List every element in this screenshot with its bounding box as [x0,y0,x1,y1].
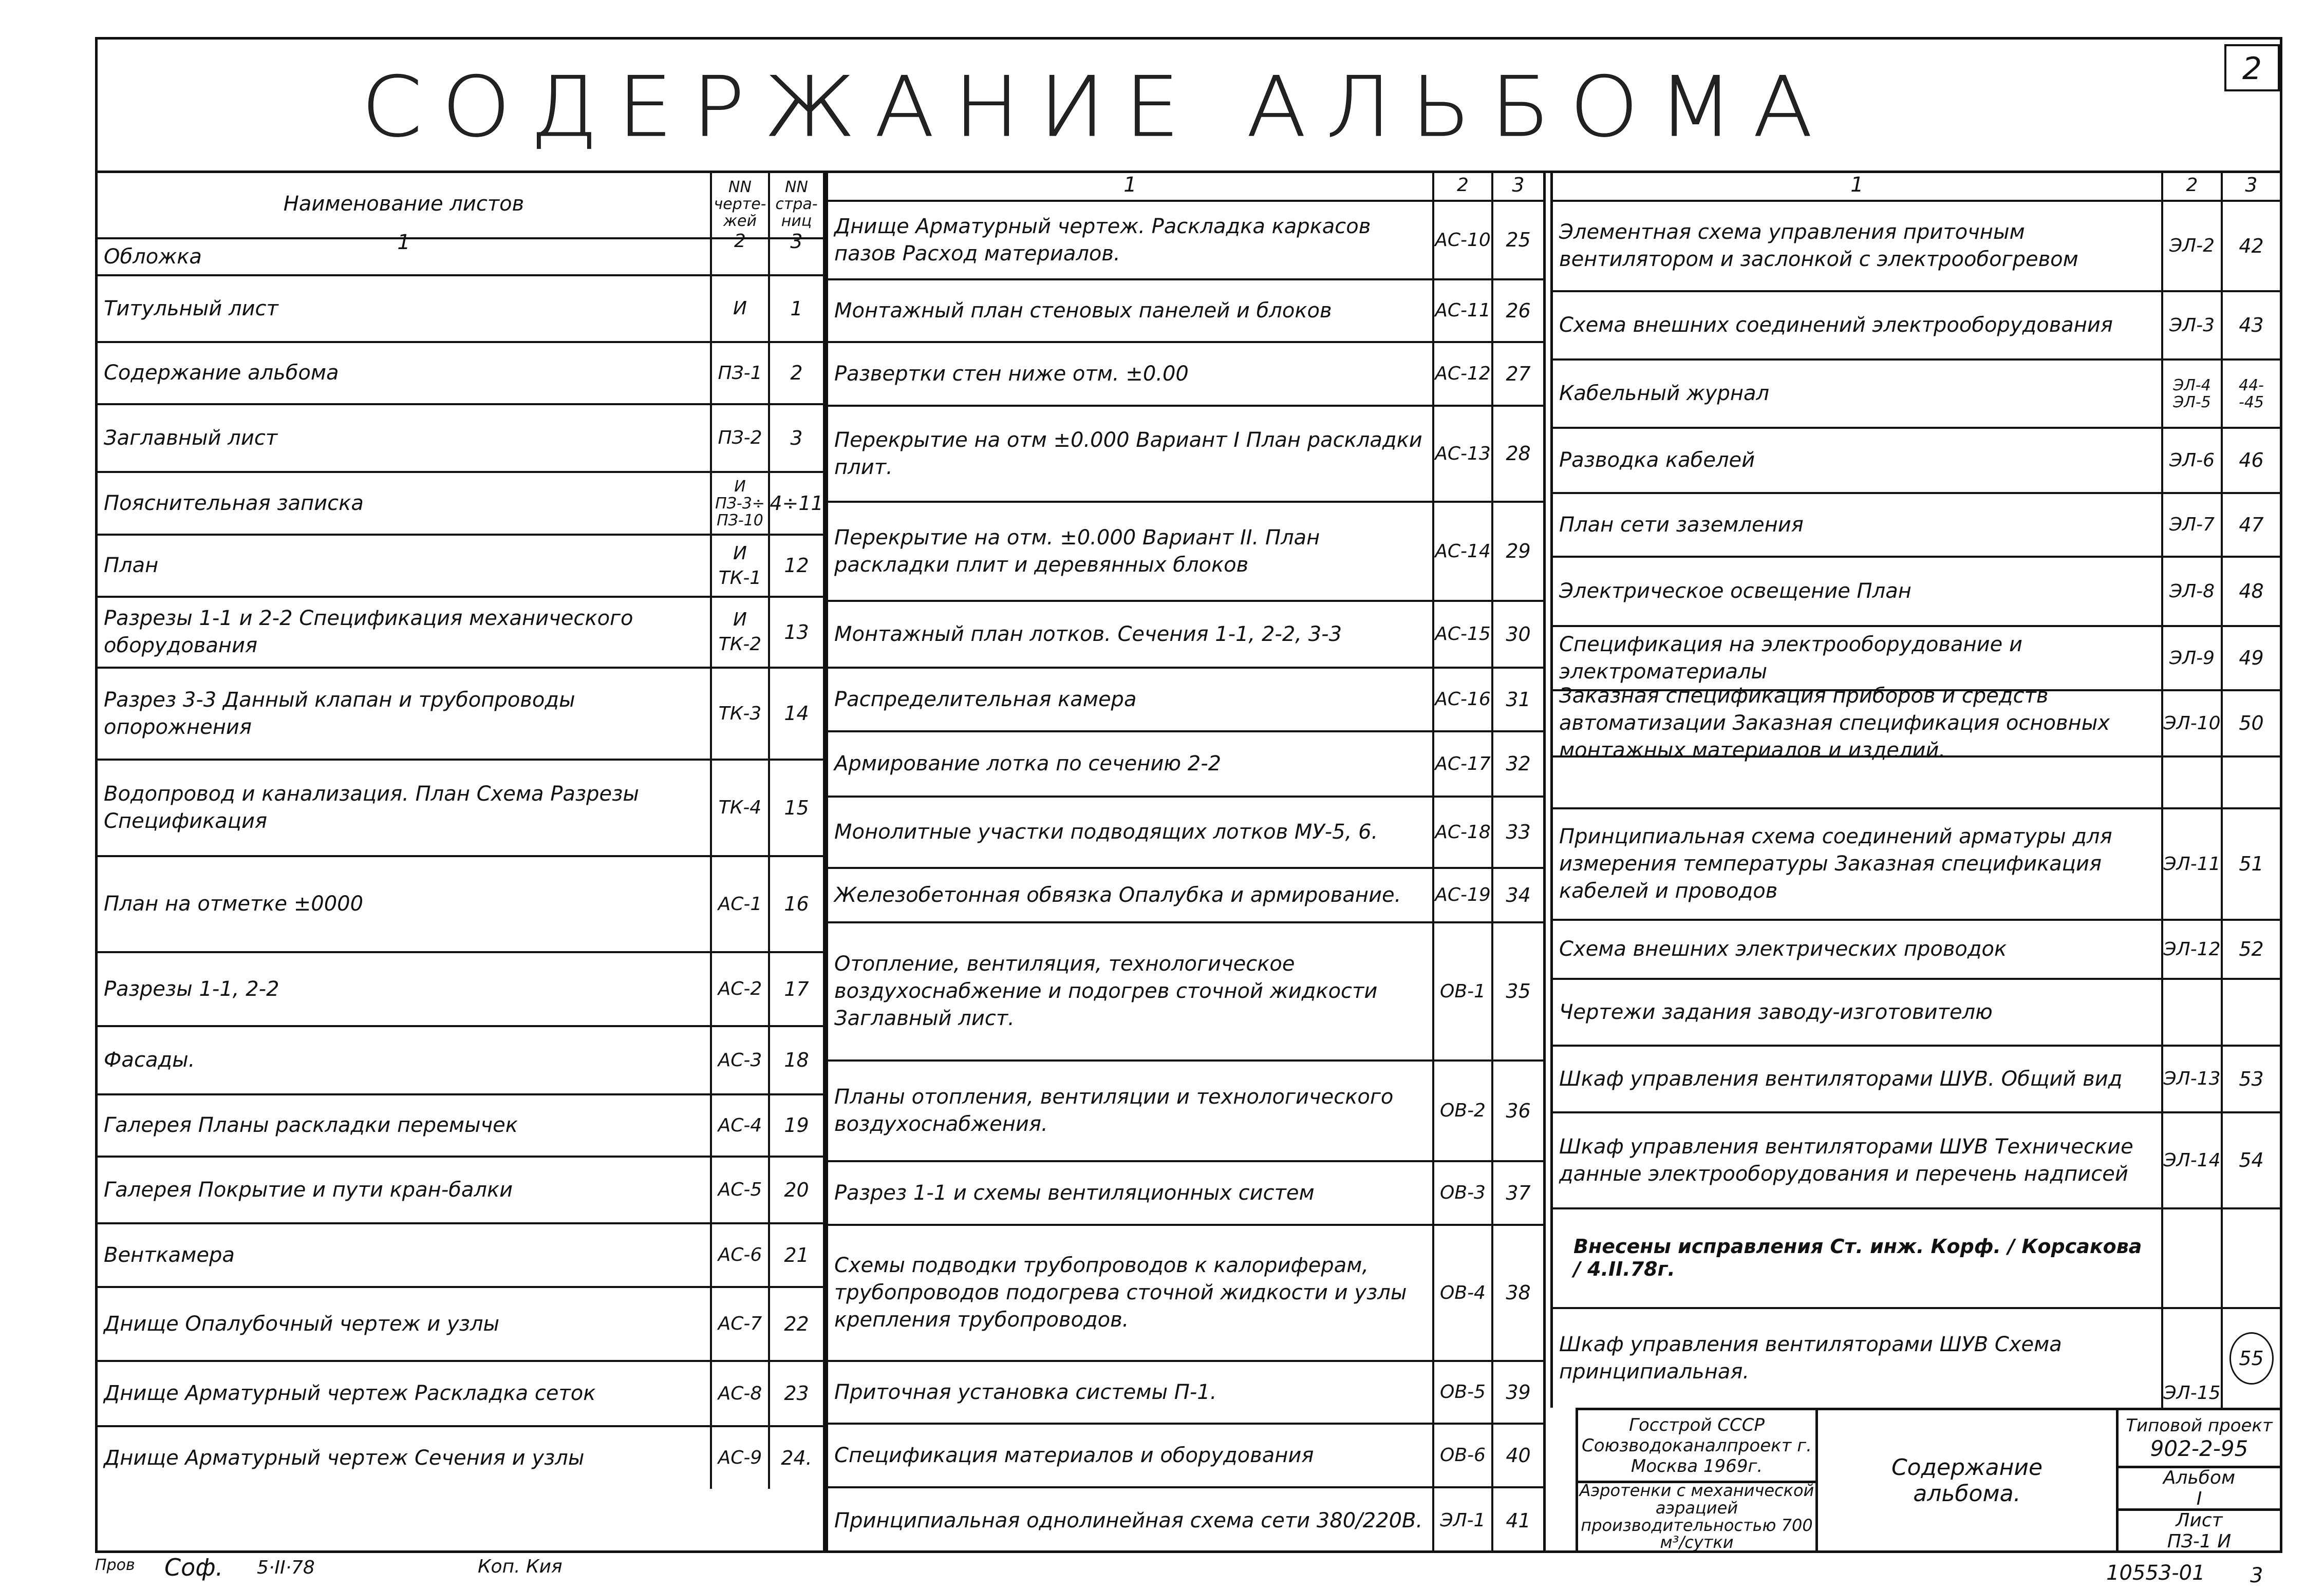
drawing-code: ЭЛ-6 [2161,429,2221,492]
table-row [1553,290,2280,358]
drawing-code: АС-10 [1432,202,1491,278]
page-number: 1 [768,276,823,341]
page-number: 51 [2221,809,2280,919]
circled-page-number: 55 [2229,1332,2274,1385]
page-number: 13 [768,598,823,667]
header-name-label: Наименование листов [283,192,524,216]
drawing-code: ЭЛ-8 [2161,558,2221,625]
checked-label: Пров [95,1556,135,1574]
drawing-code: АС-5 [710,1158,768,1222]
page-number: 49 [2221,627,2280,689]
column-number-2: 2 [710,239,768,243]
page-number: 40 [1491,1425,1543,1486]
drawing-code: ЭЛ-9 [2161,627,2221,689]
page-number: 17 [768,953,823,1025]
table-row [1553,358,2280,427]
page-number: 33 [1491,798,1543,867]
page-number: 29 [1491,503,1543,600]
archive-number: 10553-01 [2106,1561,2205,1585]
page-number: 37 [1491,1162,1543,1224]
table-row [828,200,1543,278]
table-row [1553,1307,2280,1408]
table-row [98,1025,823,1093]
sheet-name: Принципиальная схема соединений арматуры для измерения температуры Заказная спецификация кабелей и проводов [1559,825,2112,903]
title-block-sheet-title: Содержание альбома. [1815,1408,2119,1553]
page-number: 25 [1491,202,1543,278]
title-block-org [1576,1408,1818,1483]
contents-column-3 [1550,171,2282,1408]
table-row [98,1222,823,1286]
table-row [828,921,1543,1059]
drawing-code: ОВ-3 [1432,1162,1491,1224]
sheet-name: Шкаф управления вентиляторами ШУВ. Общий вид [1559,1067,2123,1091]
table-row [828,341,1543,405]
sheet-name: Монтажный план лотков. Сечения 1-1, 2-2, 3-3 [834,622,1342,646]
org-ministry: Госстрой СССР [1629,1414,1765,1435]
table-row [828,667,1543,730]
sheet-name: Разрезы 1-1, 2-2 [104,977,279,1001]
table-row [98,341,823,403]
table-row [98,596,823,667]
page-number: 54 [2221,1113,2280,1207]
column-number-row [1553,171,2280,200]
sheet-number: 2 [2224,44,2280,91]
sheet-name: Разводка кабелей [1559,448,1755,472]
page-number: 18 [768,1027,823,1093]
sheet-label: Лист [2176,1509,2223,1531]
sheet-name: Днище Арматурный чертеж Сечения и узлы [104,1446,585,1470]
drawing-code: ЭЛ-13 [2161,1047,2221,1111]
sheet-name: Днище Арматурный чертеж. Раскладка каркасов пазов Расход материалов. [834,214,1371,266]
page-number: 38 [1491,1226,1543,1360]
drawing-code: И ТК-1 [710,536,768,596]
page-number [2221,980,2280,1045]
drawing-code: АС-14 [1432,503,1491,600]
sheet-name: Схемы подводки трубопроводов к калориферам, трубопроводов подогрева сточной жидкости и узлы крепления трубопроводов. [834,1254,1407,1332]
drawing-code: АС-4 [710,1095,768,1156]
sheet-name: План [104,554,159,578]
drawing-code: ПЗ-2 [710,405,768,471]
page-number: 32 [1491,732,1543,796]
drawing-code: АС-16 [1432,669,1491,730]
sheet-name: Схема внешних электрических проводок [1559,937,2007,961]
table-row [98,1360,823,1425]
type-project-number: 902-2-95 [2150,1435,2248,1461]
drawing-code: ЭЛ-2 [2161,202,2221,290]
column-number-1: 1 [1123,173,1137,197]
drawing-code: АС-6 [710,1224,768,1286]
sheet-name: Фасады. [104,1048,195,1072]
drawing-code: ОВ-5 [1432,1362,1491,1423]
table-row [828,600,1543,667]
sheet-code: ПЗ-1 И [2167,1530,2232,1552]
drawing-code [2161,1209,2221,1307]
table-row [98,855,823,951]
page-number: 50 [2221,691,2280,755]
page-number: 42 [2221,202,2280,290]
page-number: 28 [1491,407,1543,501]
table-row [1553,492,2280,556]
page-number [2221,1309,2280,1408]
sheet-name: Днище Опалубочный чертеж и узлы [104,1312,500,1336]
drawing-code: И ТК-2 [710,598,768,667]
sheet-name: Разрез 3-3 Данный клапан и трубопроводы опорожнения [104,688,575,739]
sheet-name: Чертежи задания заводу-изготовителю [1559,1000,1993,1024]
table-row [1553,1207,2280,1307]
title-block-type-project [2116,1408,2282,1468]
sheet-name: Спецификация на электрооборудование и электроматериалы [1559,632,2022,684]
table-row [828,1059,1543,1160]
drawing-code: ЭЛ-14 [2161,1113,2221,1207]
drawing-code: ЭЛ-3 [2161,292,2221,358]
copy-label: Коп. Кия [478,1556,563,1577]
drawing-code [710,239,768,274]
drawing-code: ЭЛ-10 [2161,691,2221,755]
page-number: 47 [2221,494,2280,556]
drawing-code: АС-2 [710,953,768,1025]
sheet-name: Титульный лист [104,296,278,320]
checked-date: 5·II·78 [257,1557,315,1578]
page-number: 35 [1491,923,1543,1059]
drawing-code: АС-17 [1432,732,1491,796]
sheet-name: Венткамера [104,1243,235,1267]
drawing-code: ЭЛ-1 [1432,1488,1491,1553]
page-number: 34 [1491,869,1543,921]
page-number [768,239,823,274]
sheet-name: Заказная спецификация приборов и средств автоматизации Заказная спецификация основных монтажных материалов и изделий. [1559,684,2110,762]
sheet-name: Принципиальная однолинейная схема сети 380/220В. [834,1508,1423,1532]
sheet-name: Шкаф управления вентиляторами ШУВ Схема принципиальная. [1559,1333,2062,1384]
table-row [1553,556,2280,625]
drawing-code: ЭЛ-15 [2161,1309,2221,1408]
page-number: 4÷11 [768,473,823,534]
page-number: 30 [1491,602,1543,667]
table-row [828,730,1543,796]
page-number: 2 [768,343,823,403]
table-row [98,951,823,1025]
table-row [98,1156,823,1222]
table-row [828,796,1543,867]
drawing-code: АС-1 [710,857,768,951]
drawing-code: ОВ-1 [1432,923,1491,1059]
table-row [98,1425,823,1489]
table-row [98,274,823,341]
sheet-name: Разрез 1-1 и схемы вентиляционных систем [834,1181,1315,1205]
table-row [98,403,823,471]
page-number: 22 [768,1288,823,1360]
table-row [828,1360,1543,1423]
table-row [1553,978,2280,1045]
album-label: Альбом [2163,1467,2236,1488]
table-row [1553,1111,2280,1207]
drawing-code: ОВ-4 [1432,1226,1491,1360]
table-row [98,667,823,759]
page-number: 12 [768,536,823,596]
drawing-code: АС-13 [1432,407,1491,501]
page-number [2221,758,2280,807]
table-row [828,867,1543,921]
table-row [828,1486,1543,1553]
drawing-code: И ПЗ-3÷ ПЗ-10 [710,473,768,534]
table-row [1553,625,2280,689]
header-page-label: NN стра-ниц [768,171,823,237]
page-number: 21 [768,1224,823,1286]
sheet-name: Разрезы 1-1 и 2-2 Спецификация механического оборудования [104,607,633,657]
table-row [98,471,823,534]
sheet-name: Пояснительная записка [104,491,364,515]
page-title: СОДЕРЖАНИЕ АЛЬБОМА [361,59,1832,156]
drawing-code: И [710,276,768,341]
page-number: 14 [768,669,823,759]
drawing-code: АС-12 [1432,343,1491,405]
sheet-name: Шкаф управления вентиляторами ШУВ Технические данные электрооборудования и перечень надписей [1559,1134,2133,1186]
page-number: 48 [2221,558,2280,625]
sheet-name: Железобетонная обвязка Опалубка и армирование. [834,883,1401,907]
page-number: 3 [768,405,823,471]
drawing-code: ПЗ-1 [710,343,768,403]
table-row [98,1286,823,1360]
sheet-name: План на отметке ±0000 [104,892,364,916]
table-row [828,1224,1543,1360]
drawing-code: ЭЛ-11 [2161,809,2221,919]
page-number: 20 [768,1158,823,1222]
contents-column-2 [826,171,1546,1553]
page-number: 43 [2221,292,2280,358]
page-number [2221,1209,2280,1307]
album-number: I [2196,1488,2202,1509]
type-project-label: Типовой проект [2126,1415,2273,1436]
drawing-code [2161,980,2221,1045]
revision-note: Внесены исправления Ст. инж. Корф. / Корсакова / 4.II.78г. [1573,1235,2142,1280]
column-number-2: 2 [2161,171,2221,200]
table-row [1553,919,2280,978]
page-number: 24. [768,1427,823,1489]
drawing-code [2161,758,2221,807]
sheet-name: Отопление, вентиляция, технологическое воздухоснабжение и подогрев сточной жидкости Заглавный лист. [834,952,1378,1030]
column-number-2: 2 [1432,171,1491,200]
sheet-name: План сети заземления [1559,513,1804,537]
drawing-code: ТК-4 [710,761,768,855]
drawing-code: ЭЛ-12 [2161,921,2221,978]
sheet-name: Распределительная камера [834,687,1137,711]
sheet-name: Перекрытие на отм. ±0.000 Вариант II. План раскладки плит и деревянных блоков [834,525,1320,577]
sheet-name: Содержание альбома [104,361,339,385]
table-row [828,1160,1543,1224]
sheet-name: Спецификация материалов и оборудования [834,1443,1314,1467]
page-number: 23 [768,1362,823,1425]
page-number: 52 [2221,921,2280,978]
contents-column-1 [95,171,826,1553]
page-number: 44- -45 [2221,361,2280,427]
drawing-code: АС-18 [1432,798,1491,867]
table-row [1553,427,2280,492]
table-row [1553,200,2280,290]
sheet-name: Приточная установка системы П-1. [834,1380,1217,1404]
table-row [98,230,823,274]
drawing-code: АС-3 [710,1027,768,1093]
sheet-name: Кабельный журнал [1559,382,1770,406]
table-row [98,1093,823,1156]
column-number-3: 3 [2221,171,2280,200]
page-number: 3 [2250,1564,2263,1587]
table-row [98,759,823,855]
drawing-code: АС-7 [710,1288,768,1360]
drawing-code: АС-15 [1432,602,1491,667]
table-row [828,405,1543,501]
page-number: 19 [768,1095,823,1156]
page-number: 39 [1491,1362,1543,1423]
sheet-name: Планы отопления, вентиляции и технологического воздухоснабжения. [834,1085,1394,1136]
sheet-name: Днище Арматурный чертеж Раскладка сеток [104,1381,596,1406]
sheet-name: Заглавный лист [104,426,278,450]
title-block-project: Аэротенки с механической аэрацией производительностью 700 м³/сутки [1576,1481,1818,1553]
sheet-name: Элементная схема управления приточным вентилятором и заслонкой с электрообогревом [1559,220,2078,271]
column-number-1: 1 [397,230,410,254]
title-block-sheet [2116,1508,2282,1553]
table-row [828,1423,1543,1486]
page-number: 46 [2221,429,2280,492]
table-row [1553,807,2280,919]
title-block-album [2116,1466,2282,1511]
column-number-1: 1 [1850,173,1864,197]
drawing-code: ТК-3 [710,669,768,759]
drawing-code: АС-11 [1432,280,1491,341]
column-number-3: 3 [768,239,823,243]
table-row [828,501,1543,600]
sheet-name: Схема внешних соединений электрооборудования [1559,313,2113,337]
sheet-name: Монолитные участки подводящих лотков МУ-5, 6. [834,820,1378,844]
drawing-code: АС-8 [710,1362,768,1425]
table-row [828,278,1543,341]
page-number: 27 [1491,343,1543,405]
page-number: 41 [1491,1488,1543,1553]
page-number: 31 [1491,669,1543,730]
sheet-name: Монтажный план стеновых панелей и блоков [834,298,1332,323]
sheet-name: Обложка [104,244,202,269]
drawing-code: АС-19 [1432,869,1491,921]
table-row [98,534,823,596]
sheet-name: Перекрытие на отм ±0.000 Вариант I План раскладки плит. [834,428,1422,479]
page-number: 16 [768,857,823,951]
page-number: 36 [1491,1062,1543,1160]
header-drawing-label: NN черте-жей [710,171,768,237]
column-number-3: 3 [1491,171,1543,200]
sheet-name: Развертки стен ниже отм. ±0.00 [834,362,1189,386]
checked-signature: Соф. [164,1554,223,1581]
drawing-code: ОВ-2 [1432,1062,1491,1160]
sheet-name: Электрическое освещение План [1559,579,1911,603]
sheet-name: Галерея Покрытие и пути кран-балки [104,1178,513,1202]
table-row [1553,1045,2280,1111]
drawing-code: АС-9 [710,1427,768,1489]
org-institute: Союзводоканалпроект г. Москва 1969г. [1582,1435,1812,1477]
sheet-name: Галерея Планы раскладки перемычек [104,1113,518,1138]
sheet-name [1553,758,2161,807]
drawing-code: ОВ-6 [1432,1425,1491,1486]
page-number: 53 [2221,1047,2280,1111]
page-number: 26 [1491,280,1543,341]
table-row [1553,684,2280,762]
table-row [1553,755,2280,807]
drawing-code: ЭЛ-4 ЭЛ-5 [2161,361,2221,427]
table-header [98,171,823,237]
drawing-code: ЭЛ-7 [2161,494,2221,556]
page-number: 15 [768,761,823,855]
sheet-name: Водопровод и канализация. План Схема Разрезы Спецификация [104,782,639,833]
column-number-row [828,171,1543,200]
sheet-name: Армирование лотка по сечению 2-2 [834,752,1222,776]
